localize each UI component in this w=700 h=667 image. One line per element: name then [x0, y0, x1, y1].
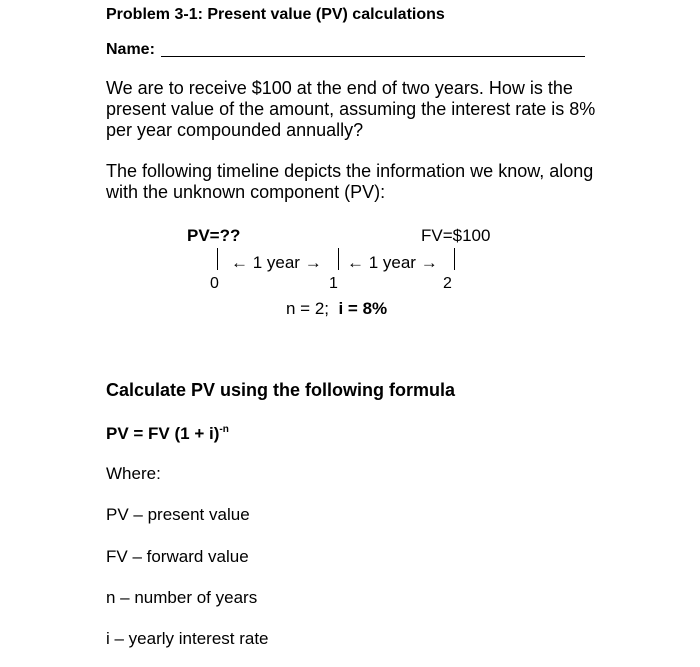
fv-label: FV=$100 — [421, 226, 491, 245]
i-value: i = 8% — [338, 299, 388, 318]
pv-formula — [106, 424, 229, 444]
formula-base: PV = FV (1 + i) — [106, 424, 220, 443]
n-value: n = 2; — [286, 299, 330, 318]
definition-fv: FV – forward value — [106, 547, 249, 566]
page-title: Problem 3-1: Present value (PV) calculations — [106, 6, 445, 23]
pv-label: PV=?? — [187, 226, 241, 245]
timeline-point-0: 0 — [210, 275, 219, 292]
where-label: Where: — [106, 464, 161, 483]
calculation-heading: Calculate PV using the following formula — [106, 380, 456, 400]
timeline-tick-1 — [338, 248, 339, 270]
definition-n: n – number of years — [106, 588, 258, 607]
timeline-segment-2: ← 1 year → — [347, 253, 438, 272]
definition-i: i – yearly interest rate — [106, 629, 269, 648]
question-paragraph: We are to receive $100 at the end of two years. How is the present value of the amount, assuming the interest rate is 8% per year compounded annually? — [106, 78, 596, 140]
timeline-parameters — [286, 299, 387, 319]
timeline-point-1: 1 — [329, 275, 338, 292]
timeline-tick-0 — [217, 248, 218, 270]
timeline-point-2: 2 — [443, 275, 452, 292]
timeline-intro-paragraph: The following timeline depicts the information we know, along with the unknown component (PV): — [106, 161, 594, 202]
definition-pv: PV – present value — [106, 505, 250, 524]
formula-exponent: -n — [219, 424, 229, 435]
name-blank-line — [161, 56, 585, 57]
timeline-tick-2 — [454, 248, 455, 270]
name-label: Name: — [106, 41, 155, 58]
timeline-segment-1: ← 1 year → — [231, 253, 322, 272]
